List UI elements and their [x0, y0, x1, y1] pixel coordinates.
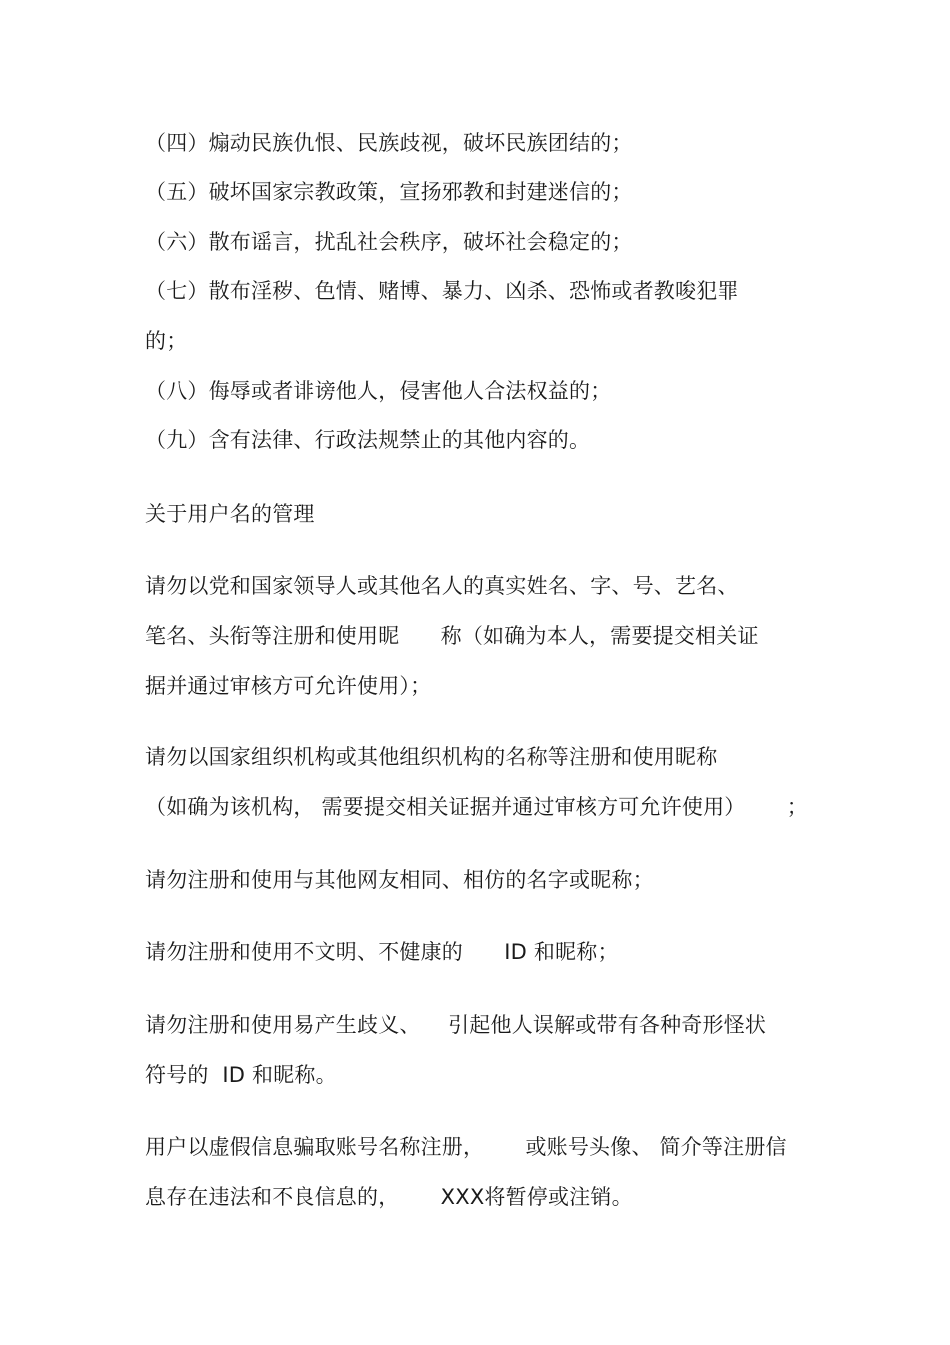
list-item-7-line2: 的； — [145, 329, 188, 353]
paragraph-2-line1: 请勿以国家组织机构或其他组织机构的名称等注册和使用昵称 — [145, 745, 718, 769]
paragraph-5-line1: 请勿注册和使用易产生歧义、 引起他人误解或带有各种奇形怪状 — [145, 1013, 767, 1037]
paragraph-6-line1: 用户以虚假信息骗取账号名称注册， 或账号头像、 简介等注册信 — [145, 1135, 787, 1159]
paragraph-5-line2: 符号的 ID 和昵称。 — [145, 1063, 337, 1087]
section-heading: 关于用户名的管理 — [145, 502, 315, 526]
paragraph-3: 请勿注册和使用与其他网友相同、相仿的名字或昵称； — [145, 868, 654, 892]
paragraph-6-line2: 息存在违法和不良信息的， XXX将暂停或注销。 — [145, 1185, 633, 1209]
list-item-4: （四）煽动民族仇恨、民族歧视，破坏民族团结的； — [145, 131, 633, 155]
list-item-7-line1: （七）散布淫秽、色情、赌博、暴力、凶杀、恐怖或者教唆犯罪 — [145, 279, 739, 303]
list-item-8: （八）侮辱或者诽谤他人，侵害他人合法权益的； — [145, 379, 612, 403]
paragraph-1-line2: 笔名、头衔等注册和使用昵 称（如确为本人，需要提交相关证 — [145, 624, 759, 648]
paragraph-1-line1: 请勿以党和国家领导人或其他名人的真实姓名、字、号、艺名、 — [145, 574, 739, 598]
paragraph-4: 请勿注册和使用不文明、不健康的 ID 和昵称； — [145, 940, 619, 964]
paragraph-2-line2: （如确为该机构， 需要提交相关证据并通过审核方可允许使用） ； — [145, 795, 808, 819]
list-item-6: （六）散布谣言，扰乱社会秩序，破坏社会稳定的； — [145, 230, 633, 254]
list-item-5: （五）破坏国家宗教政策，宣扬邪教和封建迷信的； — [145, 180, 633, 204]
paragraph-1-line3: 据并通过审核方可允许使用）； — [145, 674, 432, 698]
list-item-9: （九）含有法律、行政法规禁止的其他内容的。 — [145, 428, 591, 452]
